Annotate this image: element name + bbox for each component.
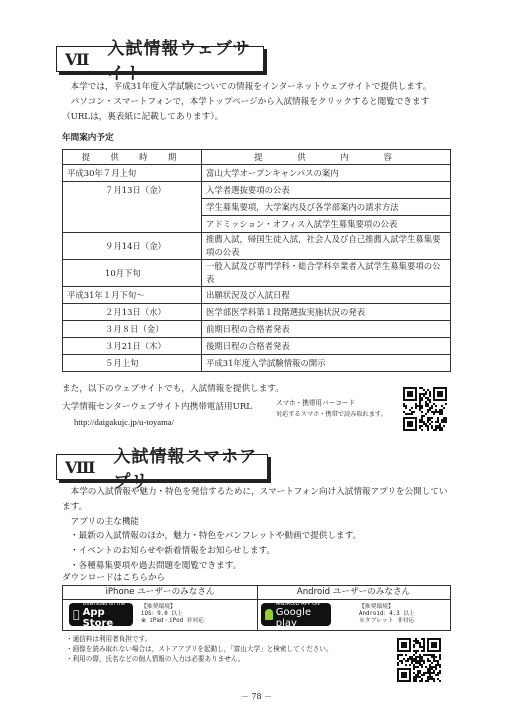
- section-7-heading: [56, 39, 264, 84]
- row-content: 学生募集要項，大学案内及び各学部案内の請求方法: [202, 199, 451, 216]
- android-header: Android ユーザーのみなさん: [257, 586, 450, 600]
- row-time: 平成30年７月上旬: [63, 165, 202, 182]
- android-env-version: Android：4.3 以上: [359, 611, 415, 617]
- row-content: 一般入試及び専門学科・総合学科卒業者入試学生募集要項の公表: [202, 260, 451, 287]
- usage-notes: [66, 634, 333, 664]
- header-time: 提 供 時 期: [63, 150, 202, 165]
- table-row: [63, 287, 451, 304]
- after-table-text: また，以下のウェブサイトでも，入試情報を提供します。: [62, 384, 284, 394]
- feature-item: ・各種募集要項や過去問題を閲覧できます。: [70, 560, 242, 571]
- row-time: 平成31年１月下旬～: [63, 287, 202, 304]
- row-content: 医学部医学科第１段階選抜実施状況の発表: [202, 304, 451, 321]
- app-intro: 本学の入試情報や魅力・特色を発信するために，スマートフォン向け入試情報アプリを公開しています。: [62, 487, 448, 512]
- ios-env-label: 【推奨環境】: [141, 604, 176, 610]
- feature-item: ・最新の入試情報のほか，魅力・特色をパンフレットや動画で提供します。: [70, 531, 362, 542]
- table-row: [63, 338, 451, 355]
- schedule-table: [62, 149, 451, 372]
- table-row: [63, 199, 451, 216]
- googleplay-small-text: ANDROID APP ON: [275, 600, 320, 607]
- section-8-number: Ⅷ: [65, 457, 96, 477]
- row-time: ３月21日（木）: [63, 338, 202, 355]
- note-item: ・通信料は利用者負担です。: [66, 635, 152, 643]
- feature-item: ・イベントのお知らせや新着情報をお知らせします。: [70, 546, 276, 557]
- table-row: [63, 165, 451, 182]
- ios-env-note: ※ iPad・iPod 非対応: [141, 618, 204, 624]
- row-content: アドミッション・オフィス入試学生募集要項の公表: [202, 216, 451, 233]
- table-row: [63, 216, 451, 233]
- row-time: ９月14日（金）: [63, 233, 202, 260]
- note-item: ・利用の際，氏名などの個人情報の入力は必要ありません。: [66, 655, 245, 663]
- table-row: [63, 355, 451, 372]
- android-env-label: 【推奨環境】: [359, 604, 394, 610]
- row-content: 前期日程の合格者発表: [202, 321, 451, 338]
- qr-label-2: 対応するスマホ・携帯で読み取れます。: [276, 411, 387, 418]
- row-content: 入学者選抜要項の公表: [202, 182, 451, 199]
- section-7-intro: [62, 80, 454, 124]
- download-box: [62, 585, 451, 631]
- appstore-big-text: App Store: [76, 606, 107, 629]
- site-name: 大学情報センターウェブサイト内携帯電話用URL: [62, 402, 253, 412]
- row-time: ５月上旬: [63, 355, 202, 372]
- apple-icon: [73, 608, 80, 621]
- table-row: [63, 304, 451, 321]
- section-7-number: Ⅶ: [65, 49, 90, 69]
- table-row: [63, 260, 451, 287]
- ios-env-version: iOS：9.0 以上: [141, 611, 183, 617]
- android-environment: [359, 604, 415, 625]
- intro-paragraph-2: パソコン・スマートフォンで，本学トップページから入試情報をクリックすると閲覧できます（URLは，裏表紙に記載してあります）。: [62, 96, 430, 122]
- qr-code-mobile-site[interactable]: [403, 387, 447, 431]
- section-8-title: 入試情報スマホアプリ: [113, 447, 258, 492]
- row-time: [63, 199, 202, 216]
- qr-label-1: スマホ・携帯用バーコード: [276, 399, 355, 407]
- qr-code-app[interactable]: [397, 638, 441, 682]
- column-divider: [257, 599, 258, 630]
- appstore-small-text: Download on the: [76, 600, 119, 607]
- intro-paragraph-1: 本学では，平成31年度入学試験についての情報をインターネットウェブサイトで提供します。: [70, 82, 432, 92]
- table-row: [63, 233, 451, 260]
- section-7-title: 入試情報ウェブサイト: [107, 39, 251, 84]
- app-store-button[interactable]: [69, 600, 133, 629]
- note-item: ・画像を読み取れない場合は，ストアアプリを起動し，「富山大学」と検索してください。: [66, 645, 333, 653]
- row-time: 10月下旬: [63, 260, 202, 287]
- feature-list: [62, 529, 454, 573]
- section-8-heading: [56, 447, 268, 492]
- table-row: [63, 321, 451, 338]
- android-icon: [265, 609, 273, 620]
- row-content: 平成31年度入学試験情報の開示: [202, 355, 451, 372]
- googleplay-big-text: Google play: [275, 606, 311, 629]
- section-8-intro: [62, 485, 454, 574]
- row-time: ７月13日（金）: [63, 182, 202, 199]
- android-env-note: ※タブレット 非対応: [359, 618, 415, 624]
- row-time: ３月８日（金）: [63, 321, 202, 338]
- row-content: 富山大学オープンキャンパスの案内: [202, 165, 451, 182]
- row-time: [63, 216, 202, 233]
- row-content: 出願状況及び入試日程: [202, 287, 451, 304]
- row-content: 推薦入試，帰国生徒入試，社会人及び自己推薦入試学生募集要項の公表: [202, 233, 451, 260]
- ios-environment: [141, 604, 204, 625]
- iphone-header: iPhone ユーザーのみなさん: [63, 586, 258, 600]
- site-url[interactable]: http://daigakujc.jp/u-toyama/: [74, 417, 174, 427]
- table-header-row: [63, 150, 451, 165]
- page-number: － 78 －: [240, 692, 273, 701]
- features-title: アプリの主な機能: [70, 516, 140, 527]
- row-content: 後期日程の合格者発表: [202, 338, 451, 355]
- google-play-button[interactable]: [261, 600, 331, 629]
- header-content: 提 供 内 容: [202, 150, 451, 165]
- row-time: ２月13日（水）: [63, 304, 202, 321]
- schedule-title: 年間案内予定: [62, 133, 114, 143]
- table-row: [63, 182, 451, 199]
- download-title: ダウンロードはこちらから: [62, 573, 166, 583]
